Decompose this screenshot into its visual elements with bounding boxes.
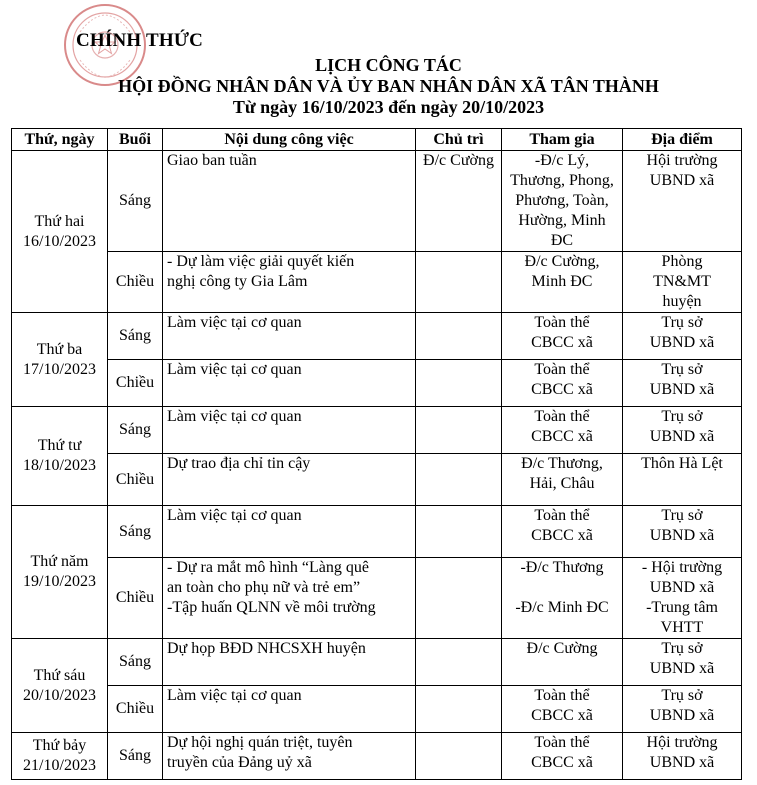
chair-cell (416, 639, 502, 686)
day-cell (12, 639, 108, 733)
participants-cell (502, 686, 623, 733)
participants-line: Minh ĐC (531, 273, 593, 290)
location-cell (623, 454, 742, 506)
day-date: 17/10/2023 (23, 360, 96, 378)
day-date: 21/10/2023 (23, 757, 96, 774)
day-name: Thứ tư (37, 437, 82, 454)
participants-line: CBCC xã (531, 754, 593, 771)
participants-line: Đ/c Thương, (521, 455, 603, 472)
location-cell (623, 360, 742, 407)
day-name: Thứ năm (30, 553, 89, 570)
participants-cell (502, 252, 623, 313)
participants-line: Toàn thể (534, 507, 590, 524)
location-line: Trụ sở (661, 314, 703, 331)
table-row (12, 252, 742, 313)
location-line: Trụ sở (661, 507, 703, 524)
participants-line: Hường, Minh (518, 212, 606, 229)
participants-line: Hải, Châu (529, 475, 595, 492)
content-line: Dự hội nghị quán triệt, tuyên (167, 734, 353, 751)
chair-cell (416, 686, 502, 733)
document-title: LỊCH CÔNG TÁC (315, 55, 462, 75)
content-line: Làm việc tại cơ quan (167, 687, 302, 704)
content-cell (163, 686, 416, 733)
location-cell (623, 686, 742, 733)
participants-cell (502, 454, 623, 506)
location-line: huyện (662, 293, 702, 310)
content-line: - Dự ra mắt mô hình “Làng quê (167, 559, 369, 576)
participants-line: Toàn thể (534, 361, 590, 378)
content-cell (163, 407, 416, 454)
location-line: Trụ sở (661, 408, 703, 425)
participants-cell (502, 151, 623, 252)
content-cell (163, 313, 416, 360)
content-cell (163, 360, 416, 407)
location-line: VHTT (660, 619, 704, 636)
participants-line: Toàn thể (534, 408, 590, 425)
participants-line: Thương, Phong, (510, 172, 614, 189)
participants-line: CBCC xã (531, 381, 593, 398)
participants-line: Toàn thể (534, 734, 590, 751)
location-line: Hội trường (646, 734, 718, 751)
content-cell (163, 733, 416, 780)
location-line: Trụ sở (661, 361, 703, 378)
table-row (12, 686, 742, 733)
day-cell (12, 733, 108, 780)
day-cell (12, 151, 108, 313)
participants-line: -Đ/c Lý, (534, 152, 590, 169)
content-line: Làm việc tại cơ quan (167, 361, 302, 378)
participants-line: -Đ/c Thương (520, 559, 604, 576)
chair-cell (416, 506, 502, 558)
session-cell: Sáng (108, 733, 163, 780)
chair-cell (416, 313, 502, 360)
location-line: UBND xã (649, 660, 715, 677)
location-line: UBND xã (649, 334, 715, 351)
content-cell (163, 151, 416, 252)
session-cell: Sáng (108, 506, 163, 558)
day-cell (12, 313, 108, 407)
day-date: 18/10/2023 (23, 457, 96, 474)
content-line: Dự trao địa chỉ tin cậy (167, 455, 311, 472)
participants-cell (502, 313, 623, 360)
participants-line: CBCC xã (531, 527, 593, 544)
day-name: Thứ ba (36, 340, 83, 358)
participants-cell (502, 639, 623, 686)
session-cell: Chiều (108, 360, 163, 407)
day-name: Thứ sáu (33, 666, 86, 684)
location-cell (623, 252, 742, 313)
location-line: UBND xã (649, 579, 715, 596)
location-cell (623, 313, 742, 360)
day-name: Thứ bảy (32, 737, 87, 754)
col-header-location: Địa điểm (623, 129, 742, 151)
chair-cell (416, 252, 502, 313)
col-header-chair: Chủ trì (416, 129, 502, 151)
location-line: Thôn Hà Lệt (641, 455, 723, 472)
chair-cell (416, 454, 502, 506)
content-line: Giao ban tuần (167, 152, 257, 169)
official-mark: CHÍNH THỨC (76, 30, 204, 51)
chair-cell (416, 733, 502, 780)
day-cell (12, 407, 108, 506)
location-line: UBND xã (649, 707, 715, 724)
content-line: - Dự làm việc giải quyết kiến (167, 253, 355, 270)
content-cell (163, 639, 416, 686)
schedule-table (11, 128, 742, 780)
col-header-day: Thứ, ngày (12, 129, 108, 151)
participants-gap (506, 578, 618, 598)
table-row (12, 506, 742, 558)
participants-line: CBCC xã (531, 428, 593, 445)
session-cell: Sáng (108, 151, 163, 252)
location-line: UBND xã (649, 172, 715, 189)
location-line: - Hội trường (641, 559, 723, 576)
content-line: Làm việc tại cơ quan (167, 408, 302, 425)
day-date: 16/10/2023 (23, 232, 96, 250)
day-name: Thứ hai (34, 212, 85, 230)
chair-cell (416, 558, 502, 639)
participants-cell (502, 558, 623, 639)
session-cell: Chiều (108, 686, 163, 733)
session-cell: Sáng (108, 639, 163, 686)
participants-line: Phương, Toàn, (515, 192, 609, 209)
location-cell (623, 639, 742, 686)
content-line: nghị công ty Gia Lâm (167, 273, 308, 290)
location-line: UBND xã (649, 527, 715, 544)
location-line: Phòng (661, 253, 703, 270)
content-line: Làm việc tại cơ quan (167, 507, 302, 524)
col-header-session: Buổi (108, 129, 163, 151)
content-line: Dự họp BĐD NHCSXH huyện (167, 640, 366, 657)
participants-line: Toàn thể (534, 314, 590, 331)
participants-line: CBCC xã (531, 707, 593, 724)
location-cell (623, 151, 742, 252)
content-cell (163, 558, 416, 639)
table-row (12, 407, 742, 454)
document-subtitle: HỘI ĐỒNG NHÂN DÂN VÀ ỦY BAN NHÂN DÂN XÃ TÂN THÀNH (118, 76, 659, 96)
content-cell (163, 454, 416, 506)
participants-line: CBCC xã (531, 334, 593, 351)
date-range: Từ ngày 16/10/2023 đến ngày 20/10/2023 (232, 97, 545, 117)
content-line: an toàn cho phụ nữ và trẻ em” (167, 579, 361, 596)
participants-line: ĐC (550, 232, 574, 249)
location-cell (623, 506, 742, 558)
table-row (12, 360, 742, 407)
chair-cell (416, 360, 502, 407)
participants-line: Toàn thể (534, 687, 590, 704)
location-cell (623, 558, 742, 639)
participants-cell (502, 733, 623, 780)
participants-cell (502, 407, 623, 454)
table-row (12, 558, 742, 639)
content-line: -Tập huấn QLNN về môi trường (167, 599, 376, 616)
day-date: 19/10/2023 (23, 573, 96, 590)
day-cell (12, 506, 108, 639)
table-header-row (12, 129, 742, 151)
participants-cell (502, 506, 623, 558)
session-cell: Chiều (108, 252, 163, 313)
table-row (12, 151, 742, 252)
location-line: UBND xã (649, 754, 715, 771)
location-line: Hội trường (646, 152, 718, 169)
session-cell: Sáng (108, 407, 163, 454)
participants-line: Đ/c Cường, (524, 253, 600, 270)
session-cell: Chiều (108, 558, 163, 639)
col-header-participants: Tham gia (502, 129, 623, 151)
location-line: TN&MT (653, 273, 711, 290)
session-cell: Sáng (108, 313, 163, 360)
col-header-content: Nội dung công việc (163, 129, 416, 151)
participants-cell (502, 360, 623, 407)
table-row (12, 313, 742, 360)
content-cell (163, 252, 416, 313)
location-line: UBND xã (649, 428, 715, 445)
location-line: -Trung tâm (646, 599, 718, 616)
table-row (12, 454, 742, 506)
table-row (12, 639, 742, 686)
location-line: Trụ sở (661, 640, 703, 657)
participants-line: Đ/c Cường (526, 640, 598, 657)
participants-line: -Đ/c Minh ĐC (515, 599, 609, 616)
session-cell: Chiều (108, 454, 163, 506)
content-line: truyền của Đảng uỷ xã (167, 754, 312, 771)
location-cell (623, 407, 742, 454)
location-line: UBND xã (649, 381, 715, 398)
content-cell (163, 506, 416, 558)
day-date: 20/10/2023 (23, 686, 96, 704)
table-row (12, 733, 742, 780)
chair-cell: Đ/c Cường (416, 151, 502, 252)
content-line: Làm việc tại cơ quan (167, 314, 302, 331)
document-header (0, 55, 757, 118)
location-cell (623, 733, 742, 780)
chair-cell (416, 407, 502, 454)
location-line: Trụ sở (661, 687, 703, 704)
